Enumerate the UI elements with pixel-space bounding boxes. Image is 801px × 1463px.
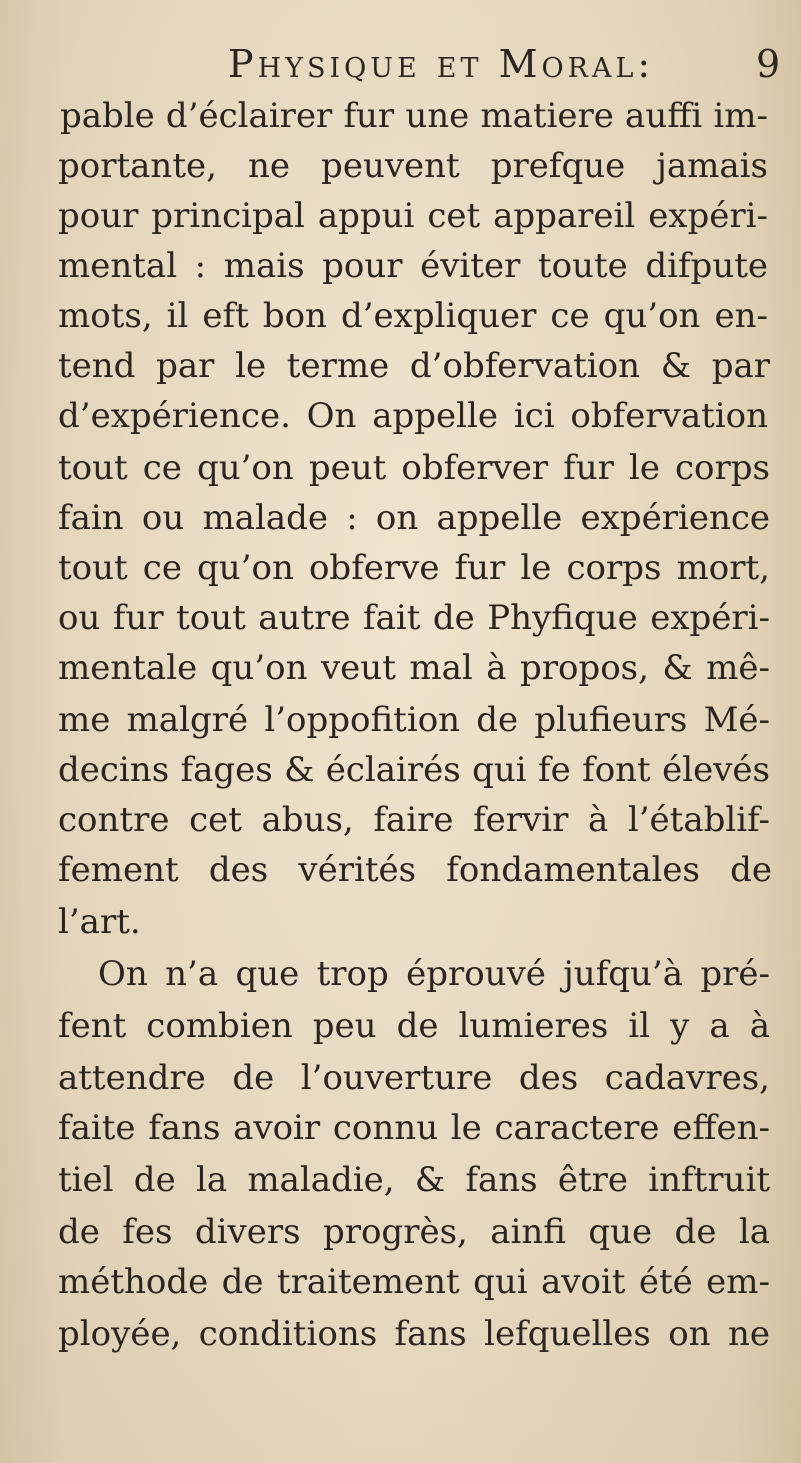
- text-line: fain ou malade : on appelle expérience: [58, 498, 770, 538]
- text-line: On n’a que trop éprouvé jufqu’à pré-: [98, 954, 770, 994]
- text-line: méthode de traitement qui avoit été em-: [58, 1262, 770, 1302]
- text-line: portante, ne peuvent prefque jamais: [58, 146, 768, 186]
- text-line: d’expérience. On appelle ici obfervation: [58, 396, 768, 436]
- text-line: de fes divers progrès, ainfi que de la: [58, 1212, 770, 1252]
- text-line: faite fans avoir connu le caractere effen-: [58, 1108, 770, 1148]
- text-line: mentale qu’on veut mal à propos, & mê-: [58, 648, 770, 688]
- text-line: pable d’éclairer fur une matiere auffi im-: [60, 96, 768, 136]
- text-line: fent combien peu de lumieres il y a à: [58, 1006, 770, 1046]
- text-line: tout ce qu’on obferve fur le corps mort,: [58, 548, 770, 588]
- text-line: ployée, conditions fans lefquelles on ne: [58, 1314, 770, 1354]
- text-line: tend par le terme d’obfervation & par: [58, 346, 770, 386]
- running-head: [228, 42, 788, 92]
- text-line: tout ce qu’on peut obferver fur le corps: [58, 448, 770, 488]
- text-line: pour principal appui cet appareil expéri-: [58, 196, 768, 236]
- text-line: ou fur tout autre fait de Phyfique expéri-: [58, 598, 770, 638]
- text-line: attendre de l’ouverture des cadavres,: [58, 1058, 770, 1098]
- text-line: decins fages & éclairés qui fe font élevés: [58, 750, 770, 790]
- running-head-title: Physique et Moral:: [228, 42, 655, 86]
- text-line: mental : mais pour éviter toute difpute: [58, 246, 768, 286]
- text-line: l’art.: [58, 902, 141, 942]
- text-line: fement des vérités fondamentales de: [58, 850, 772, 890]
- text-line: me malgré l’oppofition de plufieurs Mé-: [58, 700, 770, 740]
- page-number: 9: [756, 42, 781, 86]
- text-line: contre cet abus, faire fervir à l’établif-: [58, 800, 770, 840]
- text-line: tiel de la maladie, & fans être inftruit: [58, 1160, 770, 1200]
- text-line: mots, il eft bon d’expliquer ce qu’on en-: [58, 296, 768, 336]
